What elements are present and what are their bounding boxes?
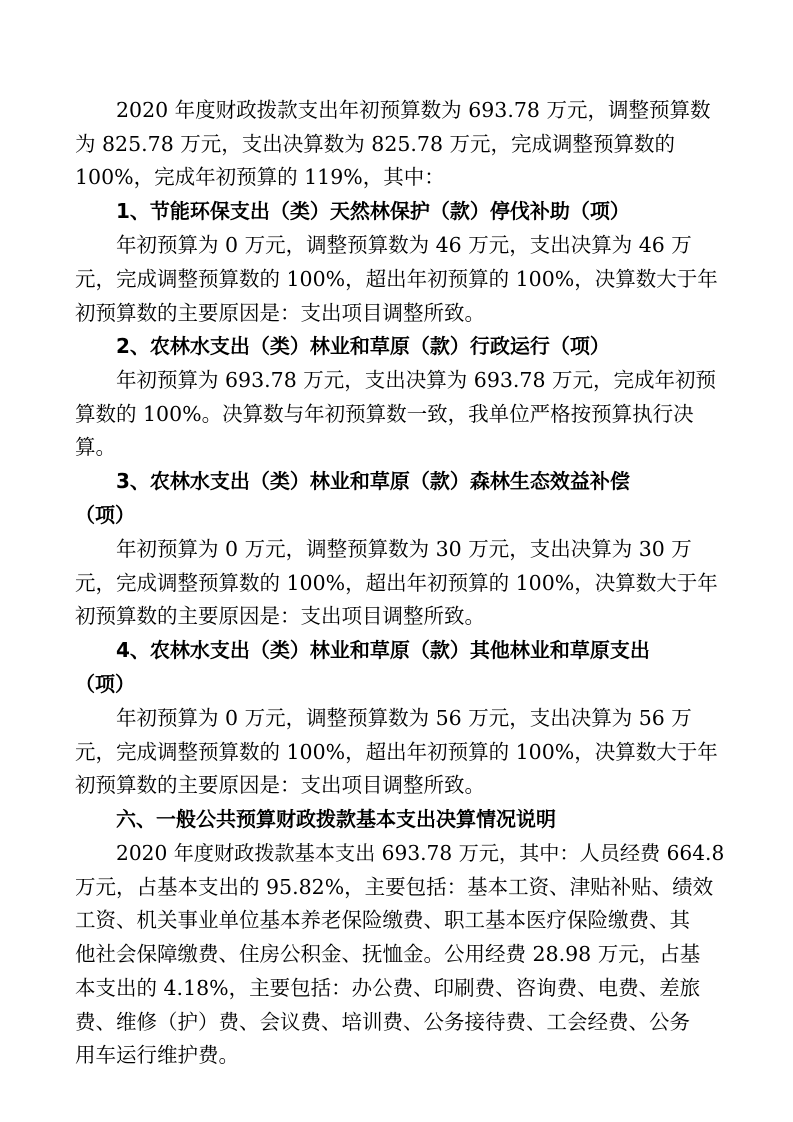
text-line: 年初预算为 693.78 万元，支出决算为 693.78 万元，完成年初预 [116, 368, 717, 392]
text-line: 工资、机关事业单位基本养老保险缴费、职工基本医疗保险缴费、其 [75, 908, 690, 932]
text-line: 2020 年度财政拨款支出年初预算数为 693.78 万元，调整预算数 [116, 98, 711, 122]
text-line: 元，完成调整预算数的 100%，超出年初预算的 100%，决算数大于年 [75, 571, 718, 595]
section-heading: 4、农林水支出（类）林业和草原（款）其他林业和草原支出 [116, 638, 650, 662]
section-heading: （项） [75, 503, 135, 527]
text-line: 用车运行维护费。 [75, 1043, 239, 1067]
text-line: 费、维修（护）费、会议费、培训费、公务接待费、工会经费、公务 [75, 1010, 690, 1034]
text-line: 为 825.78 万元，支出决算数为 825.78 万元，完成调整预算数的 [75, 132, 676, 156]
text-line: 本支出的 4.18%，主要包括：办公费、印刷费、咨询费、电费、差旅 [75, 976, 701, 1000]
text-line: 他社会保障缴费、住房公积金、抚恤金。公用经费 28.98 万元，占基 [75, 942, 701, 966]
text-line: 算数的 100%。决算数与年初预算数一致，我单位严格按预算执行决 [75, 402, 694, 426]
section-heading: 六、一般公共预算财政拨款基本支出决算情况说明 [116, 807, 556, 831]
text-line: 算。 [75, 435, 116, 459]
text-line: 元，完成调整预算数的 100%，超出年初预算的 100%，决算数大于年 [75, 267, 718, 291]
text-line: 万元，占基本支出的 95.82%，主要包括：基本工资、津贴补贴、绩效 [75, 875, 714, 899]
text-line: 初预算数的主要原因是：支出项目调整所致。 [75, 604, 485, 628]
text-line: 100%，完成年初预算的 119%，其中： [75, 165, 445, 189]
text-line: 年初预算为 0 万元，调整预算数为 56 万元，支出决算为 56 万 [116, 706, 692, 730]
section-heading: （项） [75, 672, 135, 696]
text-line: 年初预算为 0 万元，调整预算数为 46 万元，支出决算为 46 万 [116, 233, 692, 257]
text-line: 年初预算为 0 万元，调整预算数为 30 万元，支出决算为 30 万 [116, 537, 692, 561]
section-heading: 2、农林水支出（类）林业和草原（款）行政运行（项） [116, 334, 610, 358]
section-heading: 3、农林水支出（类）林业和草原（款）森林生态效益补偿 [116, 469, 630, 493]
section-heading: 1、节能环保支出（类）天然林保护（款）停伐补助（项） [116, 199, 630, 223]
text-line: 初预算数的主要原因是：支出项目调整所致。 [75, 773, 485, 797]
text-line: 2020 年度财政拨款基本支出 693.78 万元，其中：人员经费 664.8 [116, 841, 725, 865]
text-line: 初预算数的主要原因是：支出项目调整所致。 [75, 301, 485, 325]
text-line: 元，完成调整预算数的 100%，超出年初预算的 100%，决算数大于年 [75, 740, 718, 764]
